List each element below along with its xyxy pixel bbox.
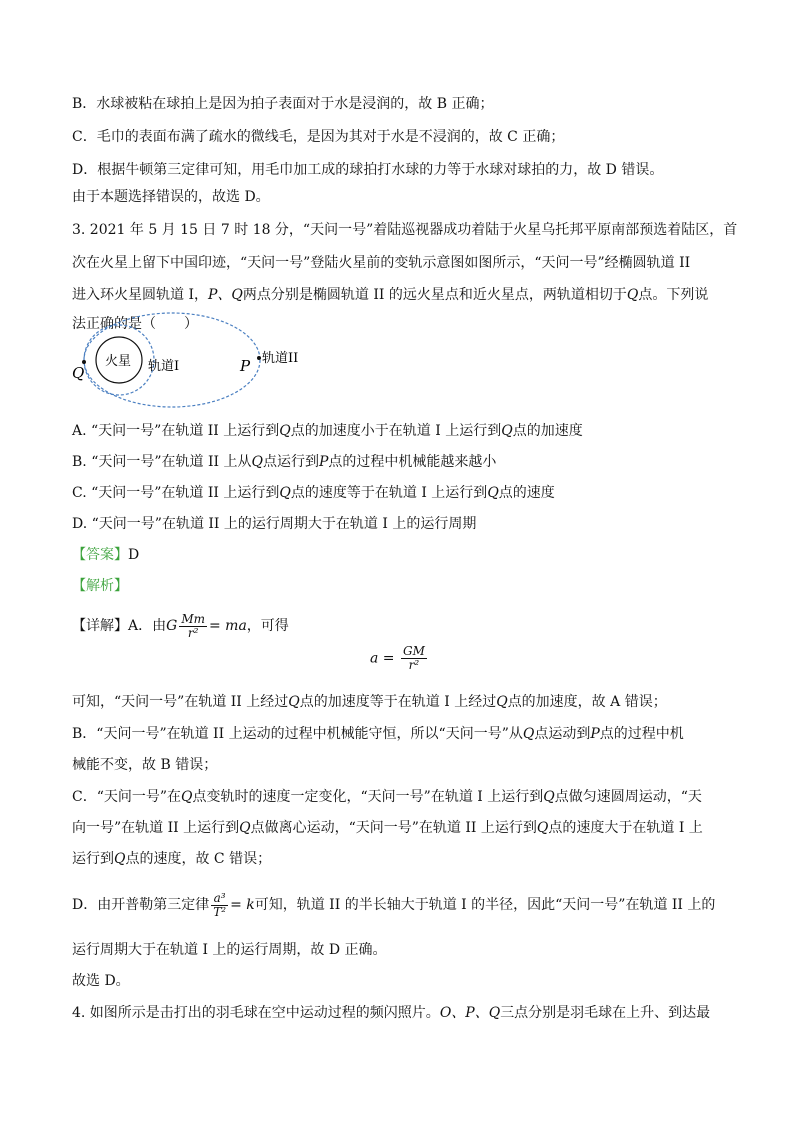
frac-denominator: r² xyxy=(408,658,420,672)
text: B．“天问一号”在轨道 II 上运动的过程中机械能守恒，所以“天问一号”从 xyxy=(72,726,523,742)
a-conclusion xyxy=(72,692,667,712)
text-line-c-prev: C．毛巾的表面布满了疏水的微线毛，是因为其对于水是不浸润的，故 C 正确； xyxy=(72,129,565,145)
question-3-line-3 xyxy=(72,285,708,305)
symbol-g: G xyxy=(166,618,178,634)
text: 运行到 xyxy=(72,851,114,867)
text-line-conclude-prev: 由于本题选择错误的，故选 D。 xyxy=(72,189,270,205)
text: 点变轨时的速度一定变化，“天问一号”在轨道 I 上运行到 xyxy=(192,789,544,805)
c-explanation-3 xyxy=(72,849,271,869)
symbol-q: Q xyxy=(239,820,251,836)
text: 点做离心运动，“天问一号”在轨道 II 上运行到 xyxy=(250,820,537,836)
question-3-line-2: 次在火星上留下中国印迹，“天问一号”登陆火星前的变轨示意图如图所示，“天问一号”经椭圆轨道 II xyxy=(72,255,691,271)
symbol-q: Q xyxy=(536,820,549,836)
symbol-q: Q xyxy=(251,454,263,470)
text: 点运动到 xyxy=(534,726,591,742)
b-explanation-2: 械能不变，故 B 错误； xyxy=(72,757,218,773)
d-explanation-1 xyxy=(72,890,715,920)
opt-b-text-1: B. “天问一号”在轨道 II 上从 xyxy=(72,454,252,470)
fraction-mm-r2 xyxy=(179,613,207,640)
text: 点的过程中机 xyxy=(599,726,684,742)
symbol-q: Q xyxy=(114,851,126,867)
option-a xyxy=(72,421,583,441)
symbol-eqk: = k xyxy=(230,897,255,913)
symbol-q: Q xyxy=(626,287,639,303)
frac-numerator: a³ xyxy=(211,892,228,906)
q3-text-b: 两点分别是椭圆轨道 II 的远火星点和近火星点，两轨道相切于 xyxy=(242,287,627,303)
equation-a-gm-r2 xyxy=(370,645,429,672)
option-d: D. “天问一号”在轨道 II 上的运行周期大于在轨道 I 上的运行周期 xyxy=(72,516,477,532)
question-3-line-1: 3. 2021 年 5 月 15 日 7 时 18 分，“天问一号”着陆巡视器成功着陆于火星乌托邦平原南部预选着陆区，首 xyxy=(72,222,738,238)
opt-b-text-3: 点的过程中机械能越来越小 xyxy=(328,454,497,470)
symbol-p: P xyxy=(318,454,329,470)
symbol-q: Q xyxy=(181,789,193,805)
opt-a-text-2: 点的加速度小于在轨道 I 上运行到 xyxy=(290,423,502,439)
symbol-pq: P、Q xyxy=(207,287,243,303)
opt-a-text-1: A. “天问一号”在轨道 II 上运行到 xyxy=(72,423,280,439)
point-p-dot xyxy=(257,356,261,360)
text: 可知，轨道 II 的半长轴大于轨道 I 的半径，因此“天问一号”在轨道 II 上的 xyxy=(254,897,716,913)
symbol-q: Q xyxy=(279,423,291,439)
opt-c-text-3: 点的速度 xyxy=(498,485,555,501)
fraction-a3-t2 xyxy=(211,892,228,919)
frac-numerator: Mm xyxy=(181,611,205,626)
question-3-line-4: 法正确的是（ ） xyxy=(72,316,198,332)
opt-c-text-2: 点的速度等于在轨道 I 上运行到 xyxy=(290,485,488,501)
answer-value: D xyxy=(128,547,140,563)
question-4-line-1 xyxy=(72,1003,710,1023)
conclusion: 故选 D。 xyxy=(72,973,130,989)
text: 向一号”在轨道 II 上运行到 xyxy=(72,820,240,836)
c-explanation-2 xyxy=(72,818,703,838)
fraction-gm-r2 xyxy=(401,645,427,672)
orbit-diagram xyxy=(70,308,330,413)
text: C．“天问一号”在 xyxy=(72,789,182,805)
symbol-q: Q xyxy=(543,789,555,805)
option-b xyxy=(72,452,496,472)
point-p-label: P xyxy=(240,357,251,375)
q3-text-a: 进入环火星圆轨道 I， xyxy=(72,287,208,303)
symbol-opq: O、P、Q xyxy=(439,1005,501,1021)
analysis-label: 【解析】 xyxy=(72,578,128,594)
answer-tag: 【答案】 xyxy=(72,547,128,563)
frac-denominator: r² xyxy=(187,625,199,640)
orbit-i-label: 轨道I xyxy=(148,359,180,374)
symbol-q: Q xyxy=(522,726,535,742)
text-line-b-prev: B．水球被粘在球拍上是因为拍子表面对于水是浸润的，故 B 正确； xyxy=(72,96,494,112)
text: 点的加速度等于在轨道 I 上经过 xyxy=(299,694,497,710)
b-explanation-1 xyxy=(72,724,684,744)
mars-label: 火星 xyxy=(105,354,132,369)
symbol-p: P xyxy=(590,726,600,742)
text: 可知，“天问一号”在轨道 II 上经过 xyxy=(72,694,289,710)
text: 点的速度大于在轨道 I 上 xyxy=(548,820,703,836)
text: 4. 如图所示是击打出的羽毛球在空中运动过程的频闪照片。 xyxy=(72,1005,440,1021)
text: 点的速度，故 C 错误； xyxy=(125,851,272,867)
symbol-q: Q xyxy=(487,485,499,501)
analysis-tag xyxy=(72,576,128,596)
text-line-d-prev: D．根据牛顿第三定律可知，用毛巾加工成的球拍打水球的力等于水球对球拍的力，故 D 错误。 xyxy=(72,162,664,178)
text: 点的加速度，故 A 错误； xyxy=(507,694,667,710)
text: 三点分别是羽毛球在上升、到达最 xyxy=(500,1005,711,1021)
text: 点做匀速圆周运动，“天 xyxy=(554,789,702,805)
q3-text-c: 点。下列说 xyxy=(638,287,709,303)
c-explanation-1 xyxy=(72,787,702,807)
symbol-q: Q xyxy=(279,485,291,501)
frac-denominator: T² xyxy=(213,904,227,919)
d-explanation-2: 运行周期大于在轨道 I 上的运行周期，故 D 正确。 xyxy=(72,942,387,958)
symbol-q: Q xyxy=(496,694,508,710)
opt-c-text-1: C. “天问一号”在轨道 II 上运行到 xyxy=(72,485,280,501)
opt-a-text-3: 点的加速度 xyxy=(512,423,583,439)
detail-tag: 【详解】A．由 xyxy=(72,618,167,634)
symbol-q: Q xyxy=(288,694,300,710)
eq-lhs: a = xyxy=(370,650,395,667)
detail-a-line xyxy=(72,612,289,640)
orbit-ii-label: 轨道II xyxy=(262,351,299,366)
symbol-ma: = ma xyxy=(208,618,247,634)
text: D．由开普勒第三定律 xyxy=(72,897,210,913)
symbol-q: Q xyxy=(501,423,513,439)
answer-line xyxy=(72,545,139,565)
point-q-label: Q xyxy=(72,364,85,382)
detail-text: ，可得 xyxy=(246,618,289,634)
opt-b-text-2: 点运行到 xyxy=(262,454,319,470)
frac-numerator: GM xyxy=(402,644,425,658)
option-c xyxy=(72,483,555,503)
